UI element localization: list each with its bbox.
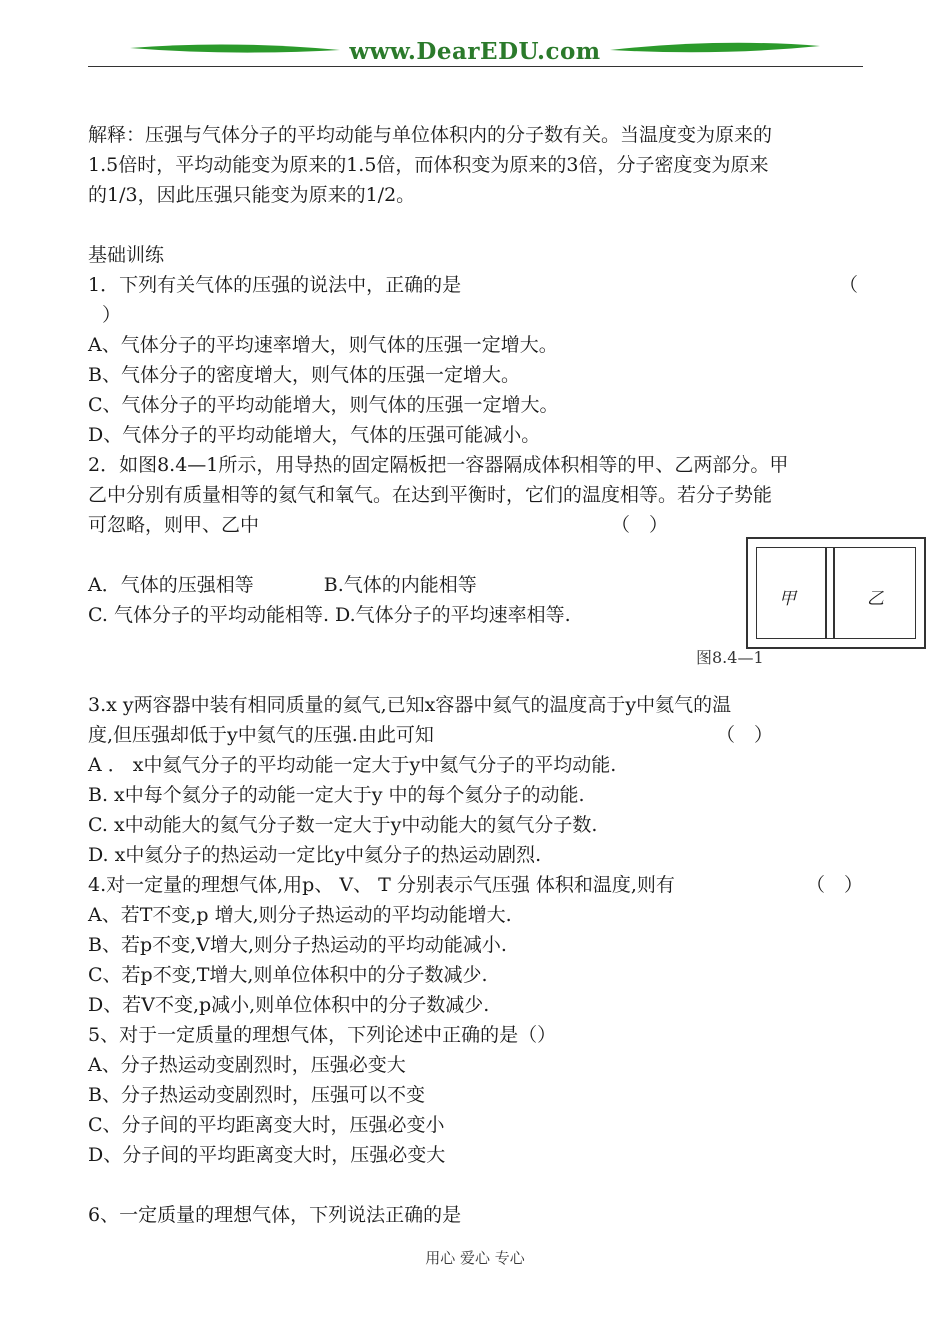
q4-stem: 4.对一定量的理想气体,用p、 V、 T 分别表示气压强 体积和温度,则有 [88,874,675,896]
q1-option-c: C、气体分子的平均动能增大，则气体的压强一定增大。 [88,394,559,416]
q5-option-c: C、分子间的平均距离变大时，压强必变小 [88,1114,445,1136]
figure-label-yi: 乙 [867,589,884,609]
q2-option-d: D.气体分子的平均速率相等. [335,604,571,626]
q2-option-b: B.气体的内能相等 [323,574,477,596]
q3-stem-line-2: 度,但压强却低于y中氦气的压强.由此可知 [88,724,434,746]
q5-stem: 5、对于一定质量的理想气体，下列论述中正确的是（） [88,1024,557,1046]
q4-paren: （ ） [805,874,863,896]
partition-line-left [825,548,827,638]
q1-option-d: D、气体分子的平均动能增大，气体的压强可能减小。 [88,424,541,446]
q2-stem-line-1: 2．如图8.4—1所示，用导热的固定隔板把一容器隔成体积相等的甲、乙两部分。甲 [88,454,789,476]
q1-paren-close: ） [102,304,122,326]
q4-option-b: B、若p不变,V增大,则分子热运动的平均动能减小. [88,934,507,956]
explanation-line-3: 的1/3，因此压强只能变为原来的1/2。 [88,184,416,206]
q4-option-d: D、若V不变,p减小,则单位体积中的分子数减少. [88,994,490,1016]
q3-option-c: C. x中动能大的氦气分子数一定大于y中动能大的氦气分子数. [88,814,598,836]
q1-option-a: A、气体分子的平均速率增大，则气体的压强一定增大。 [88,334,558,356]
figure-label-jia: 甲 [779,589,796,609]
explanation-line-1: 解释：压强与气体分子的平均动能与单位体积内的分子数有关。当温度变为原来的 [88,124,773,146]
q3-option-b: B. x中每个氦分子的动能一定大于y 中的每个氦分子的动能. [88,784,585,806]
q2-paren: （ ） [610,514,668,536]
q6-stem: 6、一定质量的理想气体，下列说法正确的是 [88,1204,462,1226]
q2-option-a: A．气体的压强相等 [88,574,254,596]
q5-option-d: D、分子间的平均距离变大时，压强必变大 [88,1144,446,1166]
partition-line-right [833,548,835,638]
section-title: 基础训练 [88,244,165,266]
site-logo[interactable]: www.DearEDU.com [349,38,601,65]
header-divider [88,66,863,67]
q3-paren: （ ） [715,724,773,746]
container-inner-wall [756,547,916,639]
q5-option-b: B、分子热运动变剧烈时，压强可以不变 [88,1084,425,1106]
q1-option-b: B、气体分子的密度增大，则气体的压强一定增大。 [88,364,520,386]
q4-option-a: A、若T不变,p 增大,则分子热运动的平均动能增大. [88,904,512,926]
q1-stem: 1．下列有关气体的压强的说法中，正确的是 [88,274,462,296]
q1-paren-open: （ [838,274,858,296]
document-body [88,120,868,1230]
q2-stem-line-3: 可忽略，则甲、乙中 [88,514,260,536]
q2-stem-line-2: 乙中分别有质量相等的氦气和氧气。在达到平衡时，它们的温度相等。若分子势能 [88,484,773,506]
q3-stem-line-1: 3.x y两容器中装有相同质量的氦气,已知x容器中氦气的温度高于y中氦气的温 [88,694,732,716]
q3-option-a: A ． x中氦气分子的平均动能一定大于y中氦气分子的平均动能. [88,754,617,776]
container-diagram [746,537,926,649]
q3-option-d: D. x中氦分子的热运动一定比y中氦分子的热运动剧烈. [88,844,542,866]
explanation-line-2: 1.5倍时，平均动能变为原来的1.5倍，而体积变为原来的3倍，分子密度变为原来 [88,154,769,176]
q2-option-c: C. 气体分子的平均动能相等. [88,604,329,626]
q4-option-c: C、若p不变,T增大,则单位体积中的分子数减少. [88,964,488,986]
figure-caption: 图8.4—1 [696,648,764,667]
q5-option-a: A、分子热运动变剧烈时，压强必变大 [88,1054,406,1076]
page-header [0,0,950,70]
page-footer: 用心 爱心 专心 [425,1249,525,1267]
